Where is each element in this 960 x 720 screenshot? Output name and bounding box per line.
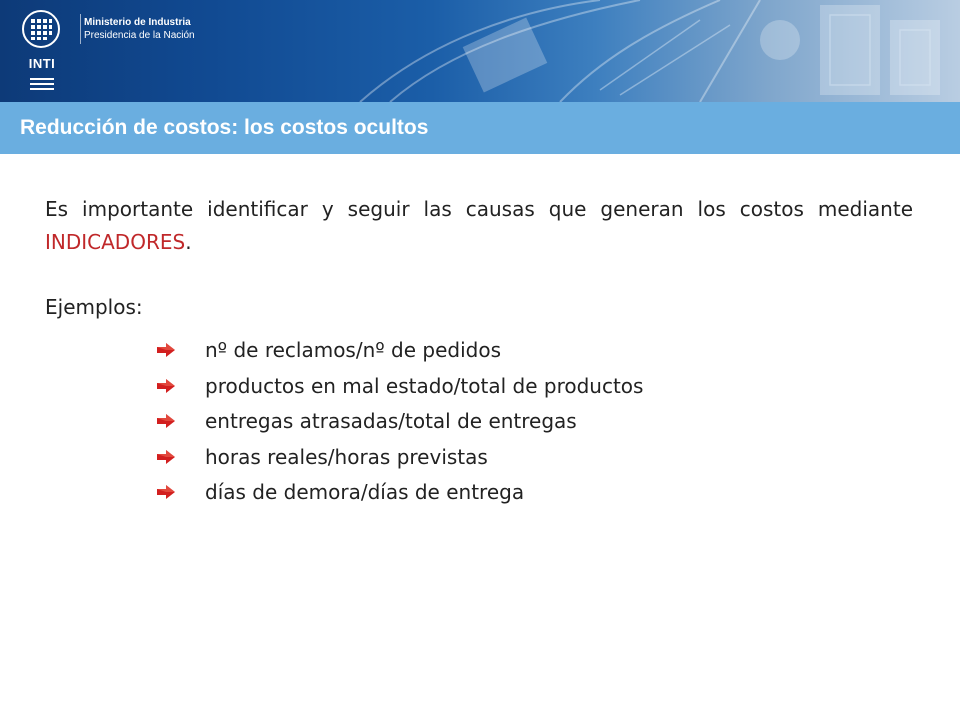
arrow-bullet-icon <box>157 414 175 428</box>
list-item-text: horas reales/horas previstas <box>205 444 488 469</box>
list-item <box>157 440 643 476</box>
title-bar <box>0 102 960 154</box>
list-item-text: días de demora/días de entrega <box>205 480 525 504</box>
arrow-bullet-icon <box>157 450 175 464</box>
list-item <box>157 404 643 440</box>
arrow-bullet-icon <box>157 343 175 357</box>
ministry-subtitle: Presidencia de la Nación <box>84 30 195 41</box>
list-item-text: productos en mal estado/total de productos <box>205 373 644 398</box>
list-item-text: nº de reclamos/nº de pedidos <box>205 338 502 362</box>
header-divider <box>80 14 81 44</box>
arrow-bullet-icon <box>157 379 175 393</box>
list-item <box>157 475 643 511</box>
intro-paragraph <box>45 193 913 259</box>
examples-label: Ejemplos: <box>45 295 143 319</box>
ministry-label <box>84 16 195 42</box>
slide-title: Reducción de costos: los costos ocultos <box>20 116 429 139</box>
ministry-name: Ministerio de Industria <box>84 17 191 28</box>
inti-logo <box>12 8 72 96</box>
intro-end: . <box>185 230 192 254</box>
list-item-text: entregas atrasadas/total de entregas <box>205 409 577 433</box>
logo-stripes-icon <box>30 78 54 90</box>
intro-text: Es importante identificar y seguir las causas que generan los costos mediante <box>45 197 913 221</box>
arrow-bullet-icon <box>157 485 175 499</box>
header-banner <box>0 0 960 102</box>
examples-list <box>157 333 643 511</box>
list-item <box>157 369 643 405</box>
intro-highlight: INDICADORES <box>45 230 186 254</box>
logo-text: INTI <box>28 56 56 71</box>
logo-grid-emblem <box>22 10 60 48</box>
slide-body <box>45 193 913 504</box>
list-item <box>157 333 643 369</box>
